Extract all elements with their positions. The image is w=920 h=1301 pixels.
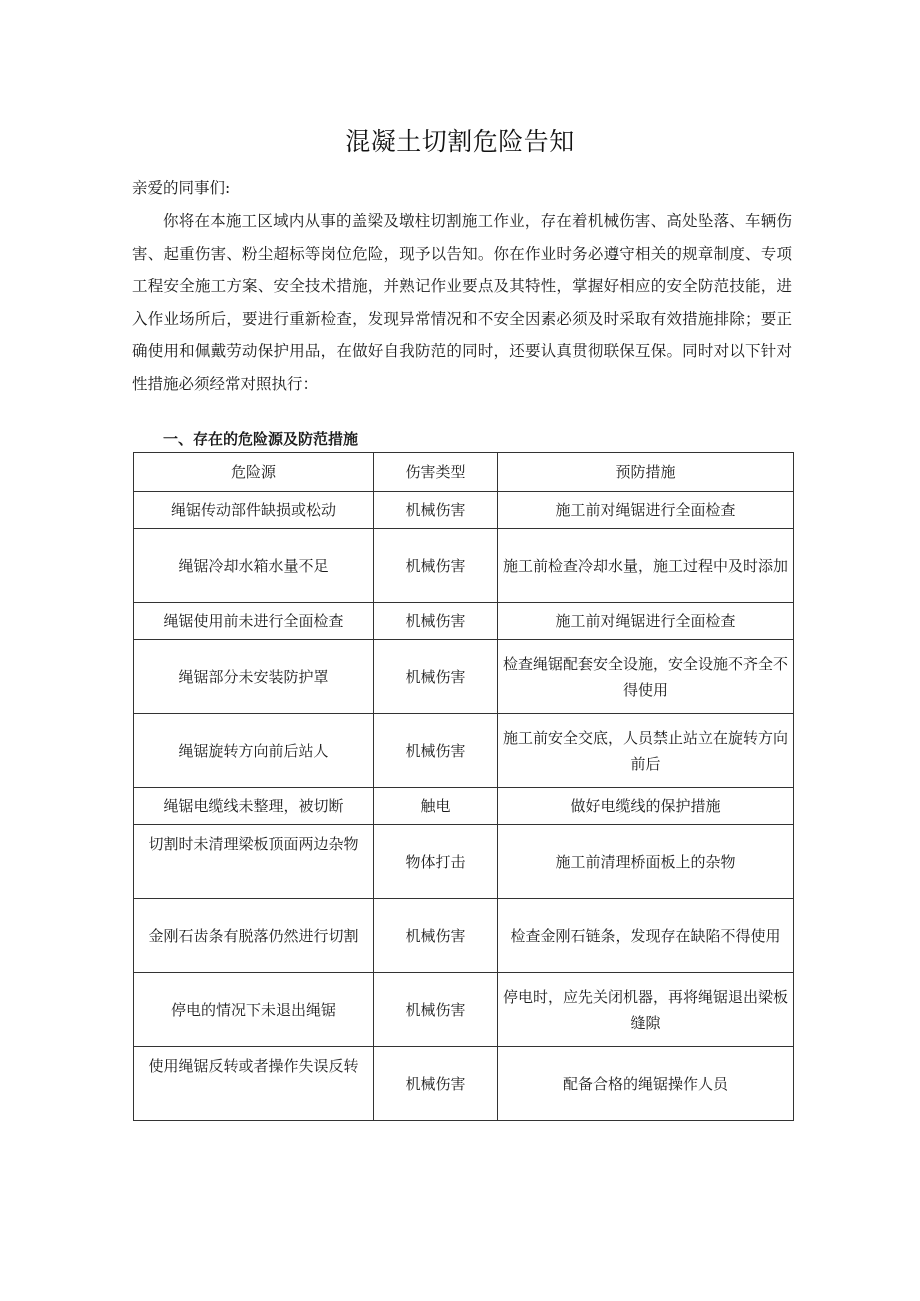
hazard-cell: 停电的情况下未退出绳锯 <box>134 973 374 1047</box>
measure-cell: 施工前清理桥面板上的杂物 <box>498 825 794 899</box>
injury-cell: 机械伤害 <box>374 973 498 1047</box>
measure-cell: 做好电缆线的保护措施 <box>498 788 794 825</box>
hazard-cell: 绳锯电缆线未整理，被切断 <box>134 788 374 825</box>
injury-cell: 物体打击 <box>374 825 498 899</box>
measure-cell: 检查绳锯配套安全设施，安全设施不齐全不得使用 <box>498 640 794 714</box>
table-row <box>134 1047 794 1121</box>
table-row <box>134 640 794 714</box>
hazard-cell: 绳锯部分未安装防护罩 <box>134 640 374 714</box>
injury-cell: 机械伤害 <box>374 640 498 714</box>
hazard-cell: 绳锯冷却水箱水量不足 <box>134 529 374 603</box>
hazard-cell: 绳锯传动部件缺损或松动 <box>134 492 374 529</box>
measure-cell: 施工前对绳锯进行全面检查 <box>498 603 794 640</box>
injury-cell: 机械伤害 <box>374 529 498 603</box>
hazard-cell: 绳锯旋转方向前后站人 <box>134 714 374 788</box>
greeting: 亲爱的同事们: <box>132 179 231 197</box>
measure-cell: 施工前安全交底，人员禁止站立在旋转方向前后 <box>498 714 794 788</box>
hazard-table <box>133 452 794 1121</box>
injury-cell: 机械伤害 <box>374 899 498 973</box>
injury-cell: 机械伤害 <box>374 714 498 788</box>
table-row <box>134 825 794 899</box>
hazard-cell: 切割时未清理梁板顶面两边杂物 <box>134 825 374 899</box>
measure-cell: 检查金刚石链条，发现存在缺陷不得使用 <box>498 899 794 973</box>
table-header-row <box>134 453 794 492</box>
header-hazard: 危险源 <box>134 453 374 492</box>
hazard-cell: 金刚石齿条有脱落仍然进行切割 <box>134 899 374 973</box>
measure-cell: 施工前对绳锯进行全面检查 <box>498 492 794 529</box>
table-row <box>134 714 794 788</box>
document-title: 混凝土切割危险告知 <box>345 127 575 156</box>
table-row <box>134 899 794 973</box>
header-prevention: 预防措施 <box>498 453 794 492</box>
table-row <box>134 973 794 1047</box>
measure-cell: 停电时，应先关闭机器，再将绳锯退出梁板缝隙 <box>498 973 794 1047</box>
hazard-cell: 使用绳锯反转或者操作失误反转 <box>134 1047 374 1121</box>
notice-paragraph: 你将在本施工区域内从事的盖梁及墩柱切割施工作业，存在着机械伤害、高处坠落、车辆伤害、起重伤害、粉尘超标等岗位危险，现予以告知。你在作业时务必遵守相关的规章制度、专项工程安全施工方案、安全技术措施，并熟记作业要点及其特性，掌握好相应的安全防范技能，进入作业场所后，要进行重新检查，发现异常情况和不安全因素必须及时采取有效措施排除；要正确使用和佩戴劳动保护用品，在做好自我防范的同时，还要认真贯彻联保互保。同时对以下针对性措施必须经常对照执行： <box>132 212 792 393</box>
table-row <box>134 492 794 529</box>
section-heading: 一、存在的危险源及防范措施 <box>163 430 359 448</box>
measure-cell: 施工前检查冷却水量，施工过程中及时添加 <box>498 529 794 603</box>
injury-cell: 机械伤害 <box>374 603 498 640</box>
injury-cell: 机械伤害 <box>374 492 498 529</box>
measure-cell: 配备合格的绳锯操作人员 <box>498 1047 794 1121</box>
table-row <box>134 603 794 640</box>
injury-cell: 触电 <box>374 788 498 825</box>
injury-cell: 机械伤害 <box>374 1047 498 1121</box>
table-row <box>134 788 794 825</box>
hazard-cell: 绳锯使用前未进行全面检查 <box>134 603 374 640</box>
table-row <box>134 529 794 603</box>
header-injury-type: 伤害类型 <box>374 453 498 492</box>
